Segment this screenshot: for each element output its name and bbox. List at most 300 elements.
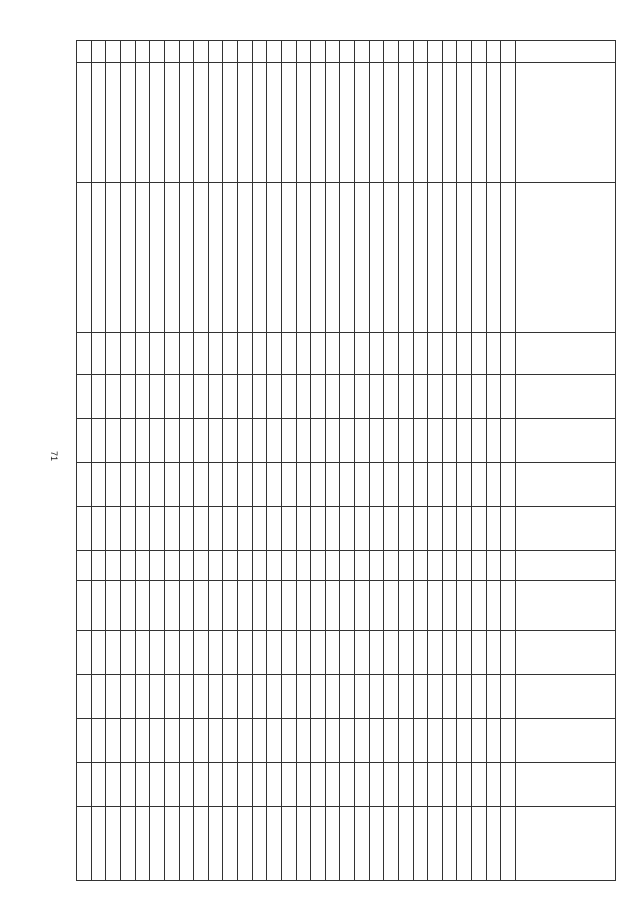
table-cell <box>355 719 370 763</box>
table-cell <box>311 675 326 719</box>
table-cell <box>179 631 194 675</box>
table-cell <box>252 675 267 719</box>
table-cell <box>267 63 282 183</box>
table-cell <box>91 719 106 763</box>
table-cell <box>267 763 282 807</box>
table-cell <box>311 631 326 675</box>
table-cell <box>121 719 136 763</box>
table-cell <box>355 675 370 719</box>
table-cell <box>91 807 106 881</box>
table-cell <box>194 507 209 551</box>
table-cell <box>486 675 501 719</box>
table-cell <box>179 675 194 719</box>
table-cell <box>121 675 136 719</box>
table-cell <box>252 375 267 419</box>
table-cell <box>486 763 501 807</box>
table-container <box>76 40 616 880</box>
table-cell <box>428 333 443 375</box>
header-cell-3 <box>516 333 616 375</box>
table-cell <box>106 333 121 375</box>
table-cell <box>486 631 501 675</box>
table-cell <box>355 507 370 551</box>
table-cell <box>282 63 297 183</box>
table-cell <box>106 183 121 333</box>
table-cell <box>384 719 399 763</box>
table-cell <box>428 183 443 333</box>
table-cell <box>179 333 194 375</box>
table-cell <box>282 551 297 581</box>
table-cell <box>457 463 472 507</box>
table-cell <box>77 333 92 375</box>
table-cell <box>135 63 150 183</box>
table-cell <box>223 631 238 675</box>
table-cell <box>238 63 253 183</box>
table-cell <box>399 183 414 333</box>
table-cell <box>340 581 355 631</box>
table-cell <box>150 581 165 631</box>
table-cell <box>165 631 180 675</box>
table-cell <box>282 463 297 507</box>
table-cell <box>340 63 355 183</box>
table-cell <box>223 507 238 551</box>
table-cell <box>282 631 297 675</box>
table-cell <box>428 763 443 807</box>
header-cell-11 <box>516 675 616 719</box>
table-cell <box>121 333 136 375</box>
table-cell <box>501 375 516 419</box>
table-cell <box>355 419 370 463</box>
table-cell <box>106 375 121 419</box>
header-cell-13 <box>516 763 616 807</box>
header-cell-2 <box>516 183 616 333</box>
table-cell <box>282 581 297 631</box>
table-cell <box>457 63 472 183</box>
table-cell <box>501 183 516 333</box>
table-cell <box>384 63 399 183</box>
table-cell <box>208 463 223 507</box>
table-cell <box>150 375 165 419</box>
table-row <box>208 41 223 881</box>
table-cell <box>106 719 121 763</box>
table-row <box>442 41 457 881</box>
table-cell <box>384 807 399 881</box>
table-cell <box>369 551 384 581</box>
table-cell <box>486 375 501 419</box>
table-cell <box>501 507 516 551</box>
table-cell <box>208 63 223 183</box>
table-cell <box>457 333 472 375</box>
table-cell <box>106 581 121 631</box>
table-cell <box>179 183 194 333</box>
table-cell <box>325 675 340 719</box>
table-row <box>311 41 326 881</box>
table-cell <box>413 375 428 419</box>
table-cell <box>77 63 92 183</box>
table-cell <box>208 719 223 763</box>
table-cell <box>355 333 370 375</box>
table-cell <box>369 63 384 183</box>
table-cell <box>208 333 223 375</box>
table-cell <box>223 183 238 333</box>
table-cell <box>442 419 457 463</box>
table-cell <box>325 183 340 333</box>
table-cell <box>165 419 180 463</box>
table-cell <box>150 763 165 807</box>
table-cell <box>267 807 282 881</box>
header-cell-8 <box>516 551 616 581</box>
table-cell <box>311 551 326 581</box>
table-cell <box>150 551 165 581</box>
table-cell <box>355 463 370 507</box>
table-cell <box>399 333 414 375</box>
table-cell <box>399 41 414 63</box>
table-cell <box>311 463 326 507</box>
table-cell <box>77 763 92 807</box>
table-cell <box>472 807 487 881</box>
table-row <box>399 41 414 881</box>
table-cell <box>121 419 136 463</box>
table-cell <box>340 631 355 675</box>
table-cell <box>486 507 501 551</box>
table-cell <box>428 675 443 719</box>
table-cell <box>135 675 150 719</box>
table-cell <box>77 463 92 507</box>
table-cell <box>106 63 121 183</box>
table-cell <box>150 507 165 551</box>
table-cell <box>501 807 516 881</box>
table-cell <box>252 463 267 507</box>
table-cell <box>311 183 326 333</box>
table-cell <box>325 41 340 63</box>
header-cell-9 <box>516 581 616 631</box>
table-cell <box>238 719 253 763</box>
table-cell <box>252 183 267 333</box>
table-cell <box>355 375 370 419</box>
table-cell <box>252 763 267 807</box>
table-cell <box>208 375 223 419</box>
table-cell <box>77 551 92 581</box>
table-cell <box>106 675 121 719</box>
table-cell <box>135 375 150 419</box>
table-cell <box>135 419 150 463</box>
table-cell <box>442 631 457 675</box>
header-cell-6 <box>516 463 616 507</box>
table-cell <box>252 507 267 551</box>
table-cell <box>252 41 267 63</box>
table-cell <box>194 807 209 881</box>
table-cell <box>501 581 516 631</box>
table-cell <box>486 63 501 183</box>
table-cell <box>91 463 106 507</box>
table-cell <box>296 507 311 551</box>
table-cell <box>165 41 180 63</box>
table-cell <box>501 63 516 183</box>
table-cell <box>194 375 209 419</box>
table-cell <box>77 581 92 631</box>
table-row <box>238 41 253 881</box>
table-cell <box>267 507 282 551</box>
table-cell <box>179 463 194 507</box>
table-cell <box>282 41 297 63</box>
table-cell <box>340 41 355 63</box>
table-cell <box>413 63 428 183</box>
table-row <box>194 41 209 881</box>
table-cell <box>311 807 326 881</box>
table-cell <box>135 719 150 763</box>
table-cell <box>223 333 238 375</box>
table-row <box>486 41 501 881</box>
table-cell <box>442 41 457 63</box>
table-cell <box>296 763 311 807</box>
table-cell <box>413 419 428 463</box>
table-cell <box>296 63 311 183</box>
table-cell <box>296 551 311 581</box>
table-cell <box>106 419 121 463</box>
table-cell <box>369 375 384 419</box>
table-cell <box>165 63 180 183</box>
table-cell <box>106 807 121 881</box>
table-cell <box>91 763 106 807</box>
table-cell <box>208 183 223 333</box>
table-cell <box>208 419 223 463</box>
table-cell <box>194 463 209 507</box>
table-cell <box>296 631 311 675</box>
table-cell <box>223 675 238 719</box>
table-cell <box>208 581 223 631</box>
table-cell <box>355 183 370 333</box>
table-cell <box>121 41 136 63</box>
table-cell <box>399 419 414 463</box>
table-cell <box>150 41 165 63</box>
table-cell <box>399 63 414 183</box>
table-cell <box>501 551 516 581</box>
table-cell <box>121 507 136 551</box>
table-cell <box>325 507 340 551</box>
table-cell <box>135 807 150 881</box>
table-cell <box>413 333 428 375</box>
table-row <box>267 41 282 881</box>
header-cell-14 <box>516 807 616 881</box>
table-cell <box>179 807 194 881</box>
table-cell <box>135 763 150 807</box>
table-cell <box>428 63 443 183</box>
header-cell-1 <box>516 63 616 183</box>
table-cell <box>91 375 106 419</box>
table-cell <box>267 675 282 719</box>
table-cell <box>384 507 399 551</box>
table-cell <box>91 581 106 631</box>
table-cell <box>442 551 457 581</box>
table-cell <box>165 581 180 631</box>
table-cell <box>179 41 194 63</box>
table-cell <box>355 807 370 881</box>
table-cell <box>457 375 472 419</box>
table-cell <box>282 419 297 463</box>
table-cell <box>282 507 297 551</box>
table-cell <box>165 763 180 807</box>
table-cell <box>340 333 355 375</box>
table-cell <box>135 41 150 63</box>
table-cell <box>91 675 106 719</box>
table-cell <box>77 507 92 551</box>
table-cell <box>150 183 165 333</box>
table-cell <box>428 581 443 631</box>
table-cell <box>472 719 487 763</box>
table-row <box>355 41 370 881</box>
table-cell <box>486 419 501 463</box>
table-cell <box>267 551 282 581</box>
table-cell <box>442 463 457 507</box>
table-cell <box>413 551 428 581</box>
table-cell <box>296 463 311 507</box>
table-cell <box>311 63 326 183</box>
table-cell <box>399 763 414 807</box>
table-cell <box>296 333 311 375</box>
table-cell <box>208 41 223 63</box>
table-cell <box>413 807 428 881</box>
table-row <box>77 41 92 881</box>
table-cell <box>106 463 121 507</box>
table-cell <box>282 183 297 333</box>
table-cell <box>252 551 267 581</box>
table-cell <box>252 63 267 183</box>
table-cell <box>238 333 253 375</box>
table-cell <box>252 807 267 881</box>
table-cell <box>355 41 370 63</box>
table-cell <box>194 763 209 807</box>
table-cell <box>457 763 472 807</box>
table-cell <box>486 41 501 63</box>
table-cell <box>208 763 223 807</box>
table-cell <box>399 375 414 419</box>
table-cell <box>442 333 457 375</box>
table-cell <box>384 183 399 333</box>
table-cell <box>384 375 399 419</box>
table-body <box>77 41 516 881</box>
table-cell <box>472 551 487 581</box>
table-cell <box>135 581 150 631</box>
table-row <box>369 41 384 881</box>
table-cell <box>442 507 457 551</box>
table-cell <box>238 763 253 807</box>
table-cell <box>194 551 209 581</box>
table-cell <box>223 551 238 581</box>
table-cell <box>399 551 414 581</box>
table-cell <box>267 463 282 507</box>
table-cell <box>296 719 311 763</box>
table-cell <box>442 807 457 881</box>
table-cell <box>486 807 501 881</box>
table-cell <box>223 763 238 807</box>
table-cell <box>77 375 92 419</box>
table-cell <box>442 763 457 807</box>
table-cell <box>442 63 457 183</box>
table-cell <box>194 675 209 719</box>
table-cell <box>457 631 472 675</box>
table-cell <box>135 333 150 375</box>
table-cell <box>121 183 136 333</box>
table-cell <box>384 41 399 63</box>
table-cell <box>238 675 253 719</box>
table-header-row <box>516 41 616 881</box>
table-row <box>106 41 121 881</box>
table-cell <box>472 375 487 419</box>
table-cell <box>179 719 194 763</box>
table-cell <box>179 419 194 463</box>
table-cell <box>296 41 311 63</box>
table-cell <box>296 581 311 631</box>
table-row <box>223 41 238 881</box>
table-cell <box>311 763 326 807</box>
table-row <box>150 41 165 881</box>
table-cell <box>384 631 399 675</box>
table-cell <box>91 183 106 333</box>
table-cell <box>121 631 136 675</box>
table-cell <box>296 419 311 463</box>
table-row <box>135 41 150 881</box>
table-cell <box>106 763 121 807</box>
table-cell <box>165 507 180 551</box>
table-cell <box>355 763 370 807</box>
table-cell <box>325 551 340 581</box>
table-cell <box>150 631 165 675</box>
table-cell <box>208 807 223 881</box>
table-cell <box>486 581 501 631</box>
table-cell <box>486 719 501 763</box>
table-cell <box>369 41 384 63</box>
table-cell <box>413 763 428 807</box>
table-cell <box>325 581 340 631</box>
table-cell <box>135 507 150 551</box>
table-cell <box>369 581 384 631</box>
table-cell <box>399 807 414 881</box>
table-cell <box>486 333 501 375</box>
table-cell <box>77 41 92 63</box>
table-cell <box>223 63 238 183</box>
table-cell <box>106 631 121 675</box>
table-cell <box>369 183 384 333</box>
table-cell <box>165 807 180 881</box>
table-cell <box>501 675 516 719</box>
table-cell <box>223 375 238 419</box>
table-cell <box>355 631 370 675</box>
table-cell <box>399 507 414 551</box>
table-cell <box>399 675 414 719</box>
table-cell <box>223 463 238 507</box>
table-cell <box>311 719 326 763</box>
table-cell <box>121 375 136 419</box>
table-cell <box>252 719 267 763</box>
table-cell <box>223 719 238 763</box>
table-cell <box>325 631 340 675</box>
table-cell <box>150 333 165 375</box>
table-cell <box>267 631 282 675</box>
table-cell <box>413 41 428 63</box>
table-cell <box>369 507 384 551</box>
table-cell <box>413 581 428 631</box>
table-cell <box>165 183 180 333</box>
table-cell <box>457 807 472 881</box>
table-cell <box>413 719 428 763</box>
table-cell <box>457 581 472 631</box>
table-cell <box>399 581 414 631</box>
table-cell <box>194 63 209 183</box>
table-row <box>384 41 399 881</box>
table-row <box>413 41 428 881</box>
table-cell <box>472 41 487 63</box>
table-cell <box>325 763 340 807</box>
table-cell <box>238 419 253 463</box>
